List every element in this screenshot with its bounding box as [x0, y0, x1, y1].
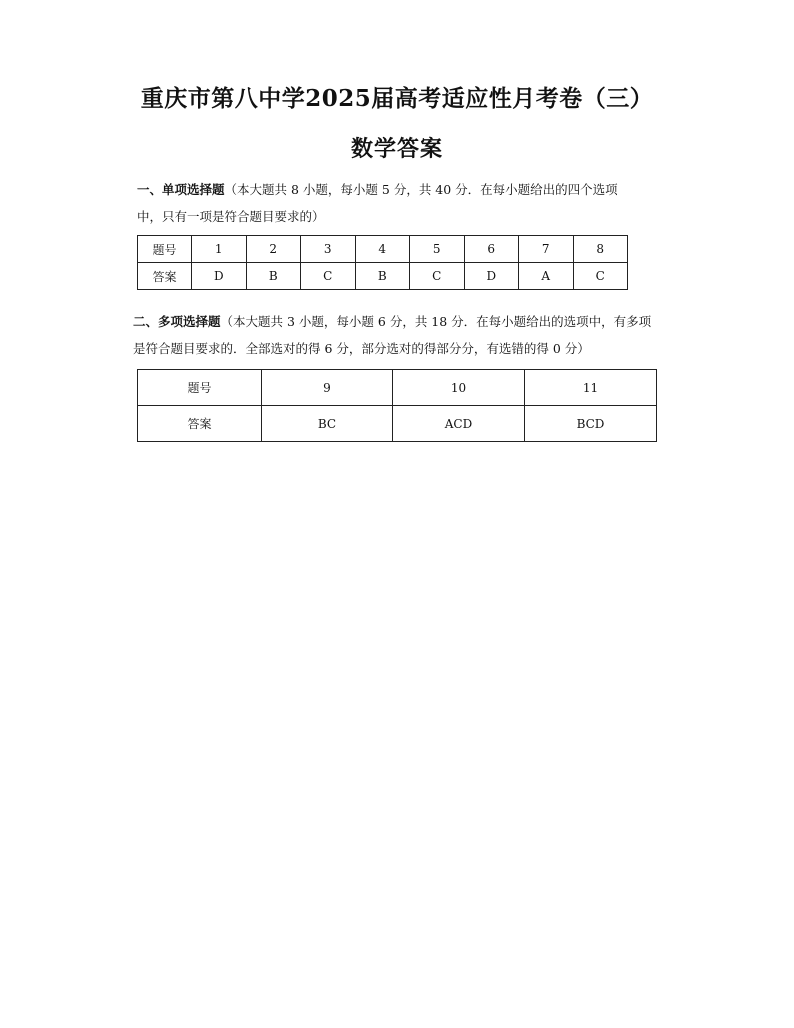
table-row: [138, 370, 657, 406]
section-description: （本大题共 8 小题，每小题 5 分，共 40 分．在每小题给出的四个选项中，只有一项是符合题目要求的）: [137, 182, 618, 224]
question-number: 2: [246, 236, 301, 263]
multiple-choice-answer-table: [137, 369, 657, 442]
single-choice-answer-table: [137, 235, 628, 290]
row-label: 题号: [138, 236, 192, 263]
question-number: 3: [301, 236, 356, 263]
question-number: 9: [262, 370, 393, 406]
answer-cell: BCD: [525, 406, 657, 442]
answer-cell: C: [410, 263, 465, 290]
answer-cell: BC: [262, 406, 393, 442]
question-number: 6: [464, 236, 519, 263]
section-heading: 一、单项选择题: [137, 182, 225, 197]
question-number: 8: [573, 236, 628, 263]
table-row: [138, 406, 657, 442]
row-label: 答案: [138, 406, 262, 442]
section-heading: 二、多项选择题: [133, 314, 221, 329]
row-label: 答案: [138, 263, 192, 290]
page-title: 重庆市第八中学2025届高考适应性月考卷（三）: [140, 85, 654, 112]
table-row: [138, 236, 628, 263]
section-single-choice: [137, 176, 637, 230]
answer-cell: C: [301, 263, 356, 290]
row-label: 题号: [138, 370, 262, 406]
question-number: 10: [393, 370, 525, 406]
page-subtitle: 数学答案: [350, 136, 443, 162]
answer-cell: D: [464, 263, 519, 290]
question-number: 11: [525, 370, 657, 406]
answer-cell: ACD: [393, 406, 525, 442]
question-number: 5: [410, 236, 465, 263]
question-number: 4: [355, 236, 410, 263]
section-description: （本大题共 3 小题，每小题 6 分，共 18 分．在每小题给出的选项中，有多项是符合题目要求的．全部选对的得 6 分，部分选对的得部分分，有选错的得 0 分）: [133, 314, 652, 356]
answer-cell: D: [192, 263, 247, 290]
question-number: 1: [192, 236, 247, 263]
question-number: 7: [519, 236, 574, 263]
answer-cell: C: [573, 263, 628, 290]
answer-cell: B: [355, 263, 410, 290]
answer-cell: B: [246, 263, 301, 290]
section-multiple-choice: [133, 308, 663, 362]
answer-cell: A: [519, 263, 574, 290]
table-row: [138, 263, 628, 290]
